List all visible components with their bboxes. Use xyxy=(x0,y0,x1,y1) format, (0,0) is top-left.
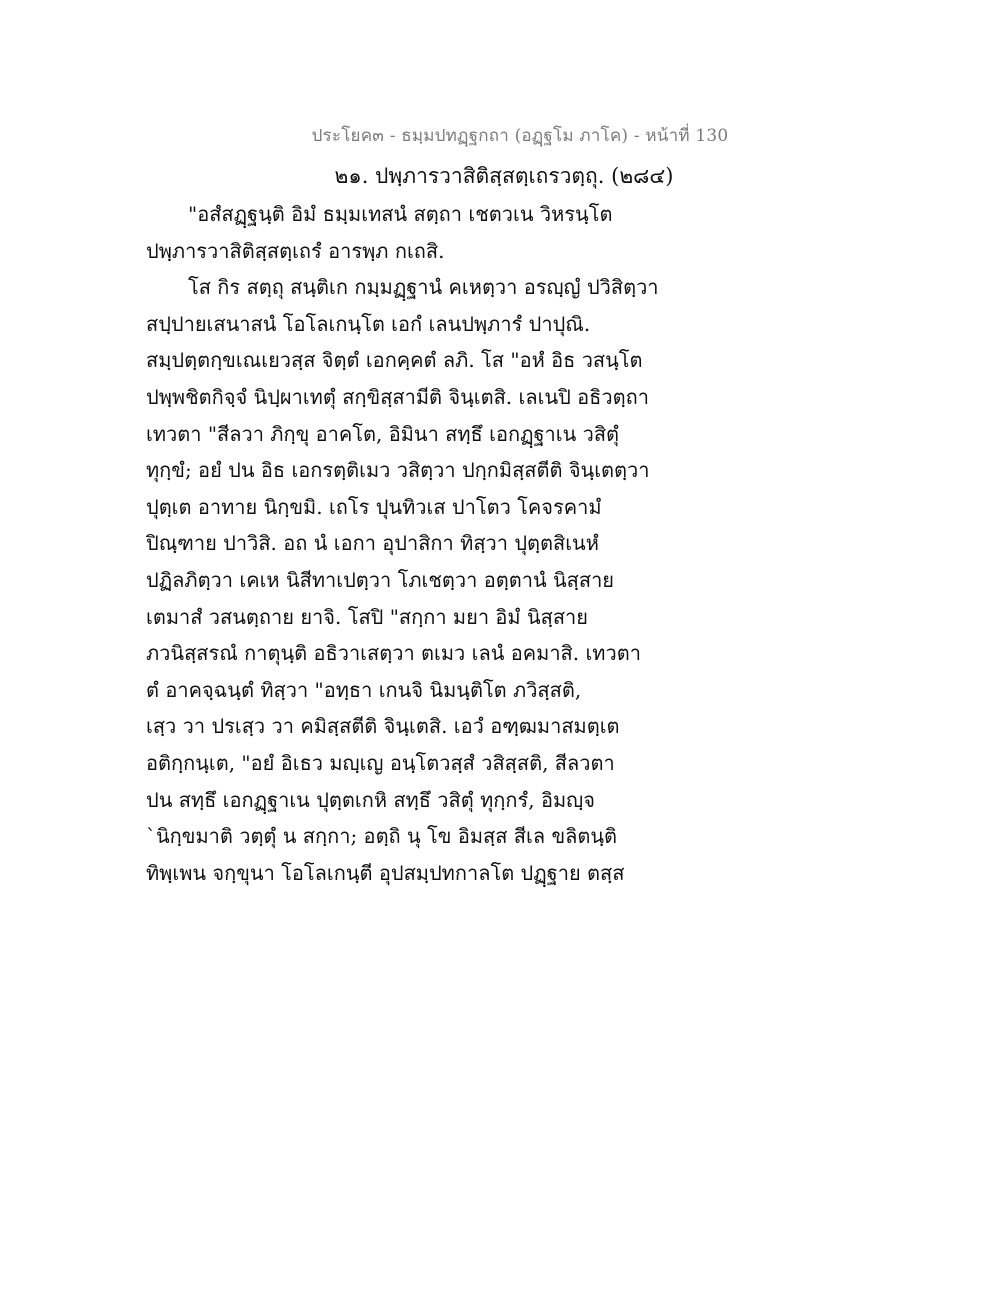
text-line: โส กิร สตฺถุ สนฺติเก กมฺมฏฺฐานํ คเหตฺวา อรญฺญํ ปวิสิตฺวา xyxy=(188,275,659,300)
text-line: ปุตฺเต อาทาย นิกฺขมิ. เถโร ปุนทิวเส ปาโตว โคจรคามํ xyxy=(146,494,602,519)
text-line: เตมาสํ วสนตฺถาย ยาจิ. โสปิ "สกฺกา มยา อิมํ นิสฺสาย xyxy=(146,604,588,629)
section-title: ๒๑. ปพฺภารวาสิติสฺสตฺเถรวตฺถุ. (๒๘๔) xyxy=(334,164,674,188)
text-line: ปิณฺฑาย ปาวิสิ. อถ นํ เอกา อุปาสิกา ทิสฺวา ปุตฺตสิเนหํ xyxy=(146,531,599,556)
text-line: ทุกฺขํ; อยํ ปน อิธ เอกรตฺติเมว วสิตฺวา ปกฺกมิสฺสตีติ จินฺเตตฺวา xyxy=(146,458,650,483)
text-line: `นิกฺขมาติ วตฺตุํ น สกฺกา; อตฺถิ นุ โข อิมสฺส สีเล ขลิตนฺติ xyxy=(146,824,618,849)
text-line: ปฏิลภิตฺวา เคเห นิสีทาเปตฺวา โภเชตฺวา อตฺตานํ นิสฺสาย xyxy=(146,567,615,592)
text-line: ปพฺพชิตกิจฺจํ นิปฺผาเทตุํ สกฺขิสฺสามีติ จินฺเตสิ. เลเนปิ อธิวตฺถา xyxy=(146,384,649,409)
text-line: เสฺว วา ปรเสฺว วา คมิสฺสตีติ จินฺเตสิ. เอวํ อฑฺฒมาสมตฺเต xyxy=(146,714,620,739)
text-line: เทวตา "สีลวา ภิกฺขุ อาคโต, อิมินา สทฺธึ เอกฏฺฐาเน วสิตุํ xyxy=(146,421,620,446)
running-header: ประโยค๓ - ธมฺมปทฏฺฐกถา (อฏฺฐโม ภาโค) - หน้าที่ 130 xyxy=(311,126,729,146)
text-line: "อสํสฏฺฐนฺติ อิมํ ธมฺมเทสนํ สตฺถา เชตวเน วิหรนฺโต xyxy=(188,202,613,226)
text-line: อติกฺกนฺเต, "อยํ อิเธว มญฺเญ อนฺโตวสฺสํ วสิสฺสติ, สีลวตา xyxy=(146,750,615,775)
text-line: ตํ อาคจฺฉนฺตํ ทิสฺวา "อทฺธา เกนจิ นิมนฺติโต ภวิสฺสติ, xyxy=(146,677,582,702)
text-line: ภวนิสฺสรณํ กาตุนฺติ อธิวาเสตฺวา ตเมว เลนํ อคมาสิ. เทวตา xyxy=(146,641,641,666)
text-line: ปน สทฺธึ เอกฏฺฐาเน ปุตฺตเกหิ สทฺธึ วสิตุํ ทุกฺกรํ, อิมญฺจ xyxy=(146,787,595,812)
text-line: สมฺปตฺตกฺขเณเยวสฺส จิตฺตํ เอกคฺคตํ ลภิ. โส "อหํ อิธ วสนฺโต xyxy=(146,348,643,373)
text-line: ปพฺภารวาสิติสฺสตฺเถรํ อารพฺภ กเถสิ. xyxy=(146,238,445,263)
text-line: ทิพฺเพน จกฺขุนา โอโลเกนฺตี อุปสมฺปทกาลโต ปฏฺฐาย ตสฺส xyxy=(146,860,625,885)
text-line: สปฺปายเสนาสนํ โอโลเกนฺโต เอกํ เลนปพฺภารํ ปาปุณิ. xyxy=(146,311,591,336)
body-text xyxy=(146,196,666,891)
